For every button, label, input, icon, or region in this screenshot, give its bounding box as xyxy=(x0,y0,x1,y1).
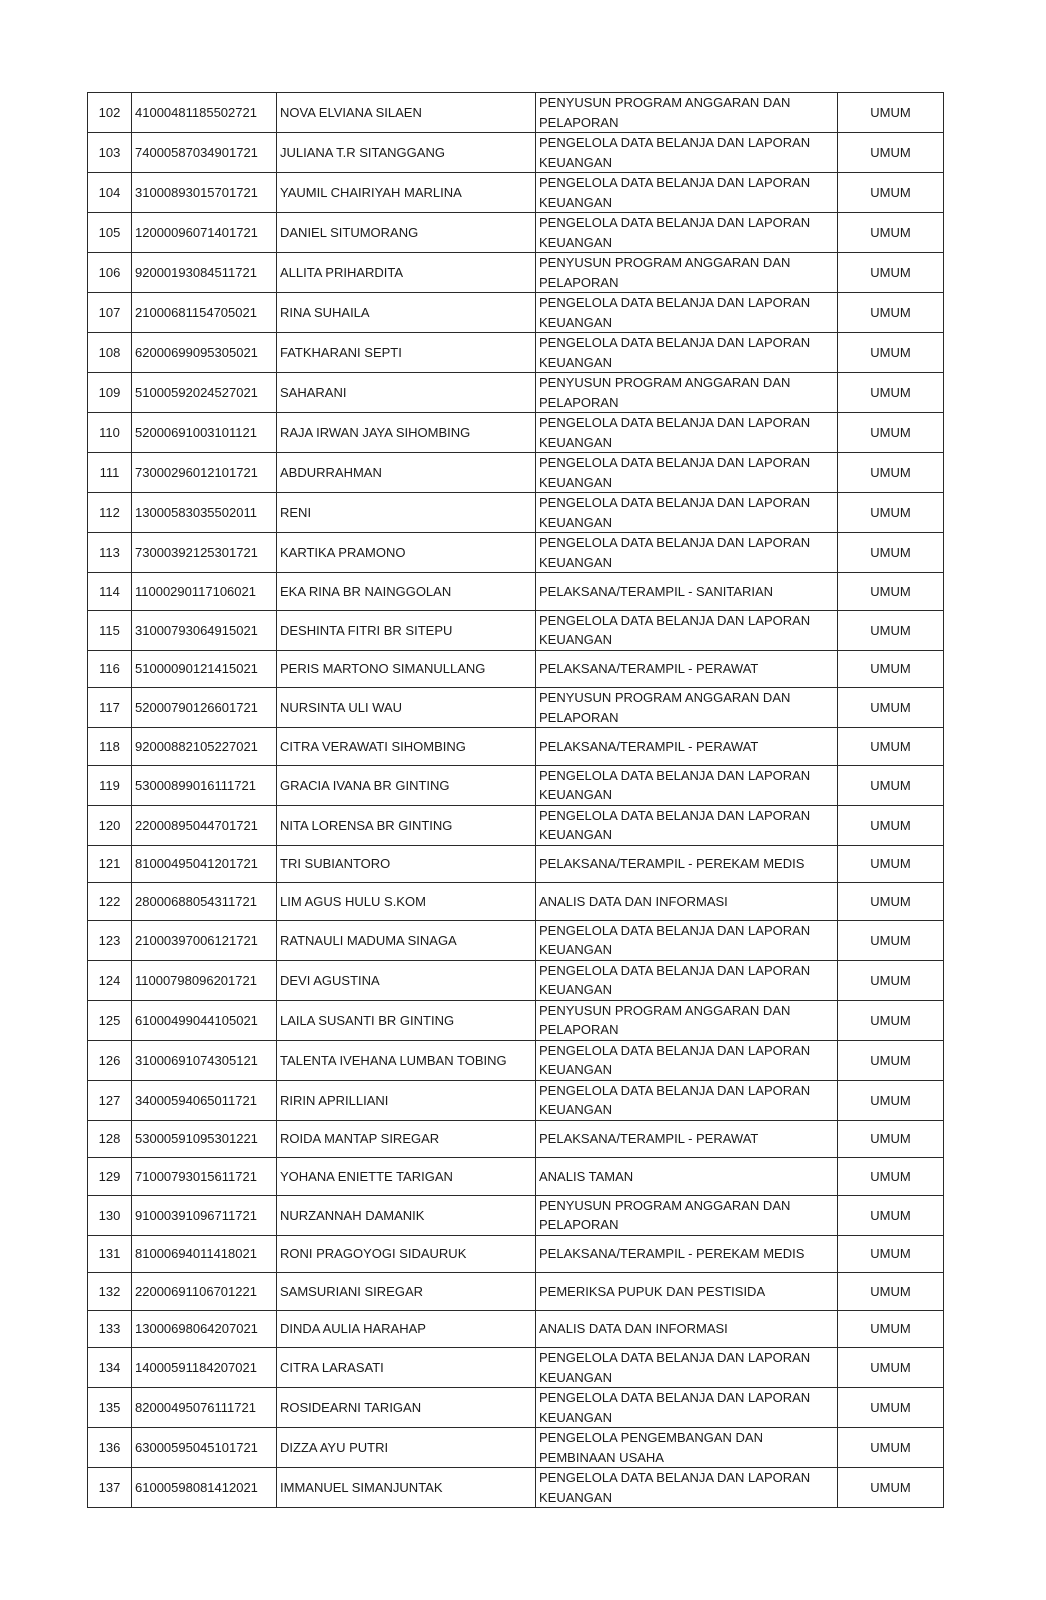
participant-name: NOVA ELVIANA SILAEN xyxy=(277,93,536,133)
registration-number: 52000691003101121 xyxy=(132,413,277,453)
participant-name: YAUMIL CHAIRIYAH MARLINA xyxy=(277,173,536,213)
row-number: 133 xyxy=(88,1310,132,1348)
position-title: PENGELOLA DATA BELANJA DAN LAPORAN KEUANGAN xyxy=(536,493,838,533)
table-row xyxy=(88,1273,944,1311)
participant-name: RIRIN APRILLIANI xyxy=(277,1080,536,1120)
row-number: 127 xyxy=(88,1080,132,1120)
position-title: PELAKSANA/TERAMPIL - PERAWAT xyxy=(536,650,838,688)
participant-name: LAILA SUSANTI BR GINTING xyxy=(277,1000,536,1040)
participant-name: EKA RINA BR NAINGGOLAN xyxy=(277,573,536,611)
participant-name: LIM AGUS HULU S.KOM xyxy=(277,883,536,921)
participant-name: TRI SUBIANTORO xyxy=(277,845,536,883)
registration-number: 11000290117106021 xyxy=(132,573,277,611)
category-label: UMUM xyxy=(838,1348,944,1388)
row-number: 102 xyxy=(88,93,132,133)
category-label: UMUM xyxy=(838,133,944,173)
row-number: 129 xyxy=(88,1158,132,1196)
table-row xyxy=(88,1158,944,1196)
participant-name: PERIS MARTONO SIMANULLANG xyxy=(277,650,536,688)
category-label: UMUM xyxy=(838,1120,944,1158)
table-row xyxy=(88,765,944,805)
registration-number: 21000397006121721 xyxy=(132,920,277,960)
category-label: UMUM xyxy=(838,805,944,845)
row-number: 125 xyxy=(88,1000,132,1040)
row-number: 119 xyxy=(88,765,132,805)
row-number: 121 xyxy=(88,845,132,883)
registration-number: 51000090121415021 xyxy=(132,650,277,688)
participant-name: RONI PRAGOYOGI SIDAURUK xyxy=(277,1235,536,1273)
participant-name: FATKHARANI SEPTI xyxy=(277,333,536,373)
category-label: UMUM xyxy=(838,173,944,213)
position-title: PENGELOLA DATA BELANJA DAN LAPORAN KEUANGAN xyxy=(536,213,838,253)
row-number: 112 xyxy=(88,493,132,533)
participant-name: CITRA LARASATI xyxy=(277,1348,536,1388)
table-row xyxy=(88,650,944,688)
category-label: UMUM xyxy=(838,493,944,533)
row-number: 122 xyxy=(88,883,132,921)
registration-number: 73000296012101721 xyxy=(132,453,277,493)
participant-name: GRACIA IVANA BR GINTING xyxy=(277,765,536,805)
table-body xyxy=(88,93,944,1508)
table-row xyxy=(88,373,944,413)
table-row xyxy=(88,1468,944,1508)
category-label: UMUM xyxy=(838,1235,944,1273)
category-label: UMUM xyxy=(838,93,944,133)
participant-table xyxy=(87,92,944,1508)
table-row xyxy=(88,883,944,921)
position-title: PENGELOLA DATA BELANJA DAN LAPORAN KEUANGAN xyxy=(536,333,838,373)
category-label: UMUM xyxy=(838,253,944,293)
position-title: PENYUSUN PROGRAM ANGGARAN DAN PELAPORAN xyxy=(536,1195,838,1235)
position-title: PENGELOLA DATA BELANJA DAN LAPORAN KEUANGAN xyxy=(536,1080,838,1120)
table-row xyxy=(88,333,944,373)
registration-number: 81000495041201721 xyxy=(132,845,277,883)
participant-name: RATNAULI MADUMA SINAGA xyxy=(277,920,536,960)
registration-number: 52000790126601721 xyxy=(132,688,277,728)
participant-name: JULIANA T.R SITANGGANG xyxy=(277,133,536,173)
table-row xyxy=(88,573,944,611)
row-number: 134 xyxy=(88,1348,132,1388)
category-label: UMUM xyxy=(838,1273,944,1311)
table-row xyxy=(88,1080,944,1120)
table-row xyxy=(88,960,944,1000)
category-label: UMUM xyxy=(838,1000,944,1040)
row-number: 106 xyxy=(88,253,132,293)
position-title: PENGELOLA DATA BELANJA DAN LAPORAN KEUANGAN xyxy=(536,1040,838,1080)
table-row xyxy=(88,728,944,766)
category-label: UMUM xyxy=(838,573,944,611)
row-number: 131 xyxy=(88,1235,132,1273)
category-label: UMUM xyxy=(838,883,944,921)
row-number: 136 xyxy=(88,1428,132,1468)
registration-number: 13000583035502011 xyxy=(132,493,277,533)
row-number: 120 xyxy=(88,805,132,845)
participant-name: TALENTA IVEHANA LUMBAN TOBING xyxy=(277,1040,536,1080)
category-label: UMUM xyxy=(838,1158,944,1196)
position-title: PENGELOLA DATA BELANJA DAN LAPORAN KEUANGAN xyxy=(536,533,838,573)
row-number: 103 xyxy=(88,133,132,173)
registration-number: 62000699095305021 xyxy=(132,333,277,373)
category-label: UMUM xyxy=(838,413,944,453)
registration-number: 14000591184207021 xyxy=(132,1348,277,1388)
position-title: PENGELOLA DATA BELANJA DAN LAPORAN KEUANGAN xyxy=(536,173,838,213)
table-row xyxy=(88,1428,944,1468)
table-row xyxy=(88,610,944,650)
registration-number: 61000598081412021 xyxy=(132,1468,277,1508)
participant-name: ROSIDEARNI TARIGAN xyxy=(277,1388,536,1428)
row-number: 132 xyxy=(88,1273,132,1311)
position-title: PENGELOLA DATA BELANJA DAN LAPORAN KEUANGAN xyxy=(536,453,838,493)
participant-name: ROIDA MANTAP SIREGAR xyxy=(277,1120,536,1158)
participant-name: SAMSURIANI SIREGAR xyxy=(277,1273,536,1311)
table-row xyxy=(88,845,944,883)
table-row xyxy=(88,1348,944,1388)
registration-number: 74000587034901721 xyxy=(132,133,277,173)
position-title: PENYUSUN PROGRAM ANGGARAN DAN PELAPORAN xyxy=(536,373,838,413)
participant-name: ALLITA PRIHARDITA xyxy=(277,253,536,293)
position-title: PENGELOLA DATA BELANJA DAN LAPORAN KEUANGAN xyxy=(536,765,838,805)
participant-name: DANIEL SITUMORANG xyxy=(277,213,536,253)
position-title: PENGELOLA DATA BELANJA DAN LAPORAN KEUANGAN xyxy=(536,960,838,1000)
registration-number: 41000481185502721 xyxy=(132,93,277,133)
participant-name: DIZZA AYU PUTRI xyxy=(277,1428,536,1468)
registration-number: 92000193084511721 xyxy=(132,253,277,293)
row-number: 113 xyxy=(88,533,132,573)
category-label: UMUM xyxy=(838,213,944,253)
table-row xyxy=(88,1120,944,1158)
registration-number: 34000594065011721 xyxy=(132,1080,277,1120)
category-label: UMUM xyxy=(838,1195,944,1235)
registration-number: 53000591095301221 xyxy=(132,1120,277,1158)
registration-number: 13000698064207021 xyxy=(132,1310,277,1348)
table-row xyxy=(88,213,944,253)
category-label: UMUM xyxy=(838,293,944,333)
position-title: PENYUSUN PROGRAM ANGGARAN DAN PELAPORAN xyxy=(536,1000,838,1040)
category-label: UMUM xyxy=(838,688,944,728)
table-row xyxy=(88,453,944,493)
table-row xyxy=(88,293,944,333)
participant-name: ABDURRAHMAN xyxy=(277,453,536,493)
registration-number: 12000096071401721 xyxy=(132,213,277,253)
category-label: UMUM xyxy=(838,650,944,688)
table-row xyxy=(88,133,944,173)
registration-number: 22000691106701221 xyxy=(132,1273,277,1311)
category-label: UMUM xyxy=(838,1468,944,1508)
position-title: PENGELOLA DATA BELANJA DAN LAPORAN KEUANGAN xyxy=(536,293,838,333)
position-title: PENGELOLA DATA BELANJA DAN LAPORAN KEUANGAN xyxy=(536,133,838,173)
participant-name: IMMANUEL SIMANJUNTAK xyxy=(277,1468,536,1508)
table-row xyxy=(88,1235,944,1273)
position-title: PENGELOLA PENGEMBANGAN DAN PEMBINAAN USAHA xyxy=(536,1428,838,1468)
registration-number: 51000592024527021 xyxy=(132,373,277,413)
participant-name: NITA LORENSA BR GINTING xyxy=(277,805,536,845)
participant-name: RINA SUHAILA xyxy=(277,293,536,333)
category-label: UMUM xyxy=(838,533,944,573)
registration-number: 63000595045101721 xyxy=(132,1428,277,1468)
position-title: PENYUSUN PROGRAM ANGGARAN DAN PELAPORAN xyxy=(536,93,838,133)
registration-number: 22000895044701721 xyxy=(132,805,277,845)
position-title: PEMERIKSA PUPUK DAN PESTISIDA xyxy=(536,1273,838,1311)
row-number: 107 xyxy=(88,293,132,333)
row-number: 114 xyxy=(88,573,132,611)
position-title: PENGELOLA DATA BELANJA DAN LAPORAN KEUANGAN xyxy=(536,920,838,960)
participant-name: KARTIKA PRAMONO xyxy=(277,533,536,573)
registration-number: 53000899016111721 xyxy=(132,765,277,805)
category-label: UMUM xyxy=(838,373,944,413)
position-title: PELAKSANA/TERAMPIL - PEREKAM MEDIS xyxy=(536,1235,838,1273)
registration-number: 73000392125301721 xyxy=(132,533,277,573)
table-row xyxy=(88,688,944,728)
registration-number: 81000694011418021 xyxy=(132,1235,277,1273)
table-row xyxy=(88,1388,944,1428)
table-row xyxy=(88,1195,944,1235)
row-number: 124 xyxy=(88,960,132,1000)
row-number: 115 xyxy=(88,610,132,650)
category-label: UMUM xyxy=(838,1388,944,1428)
table-row xyxy=(88,173,944,213)
position-title: PENGELOLA DATA BELANJA DAN LAPORAN KEUANGAN xyxy=(536,1468,838,1508)
row-number: 137 xyxy=(88,1468,132,1508)
registration-number: 71000793015611721 xyxy=(132,1158,277,1196)
table-row xyxy=(88,1310,944,1348)
participant-name: NURSINTA ULI WAU xyxy=(277,688,536,728)
table-row xyxy=(88,533,944,573)
table-row xyxy=(88,1000,944,1040)
row-number: 116 xyxy=(88,650,132,688)
table-row xyxy=(88,805,944,845)
position-title: PENGELOLA DATA BELANJA DAN LAPORAN KEUANGAN xyxy=(536,1388,838,1428)
position-title: ANALIS TAMAN xyxy=(536,1158,838,1196)
category-label: UMUM xyxy=(838,1428,944,1468)
table-row xyxy=(88,93,944,133)
registration-number: 11000798096201721 xyxy=(132,960,277,1000)
table-row xyxy=(88,413,944,453)
row-number: 108 xyxy=(88,333,132,373)
category-label: UMUM xyxy=(838,845,944,883)
row-number: 105 xyxy=(88,213,132,253)
row-number: 109 xyxy=(88,373,132,413)
participant-name: RAJA IRWAN JAYA SIHOMBING xyxy=(277,413,536,453)
registration-number: 28000688054311721 xyxy=(132,883,277,921)
table-row xyxy=(88,493,944,533)
position-title: PELAKSANA/TERAMPIL - PEREKAM MEDIS xyxy=(536,845,838,883)
position-title: PELAKSANA/TERAMPIL - SANITARIAN xyxy=(536,573,838,611)
row-number: 104 xyxy=(88,173,132,213)
registration-number: 91000391096711721 xyxy=(132,1195,277,1235)
position-title: ANALIS DATA DAN INFORMASI xyxy=(536,883,838,921)
row-number: 123 xyxy=(88,920,132,960)
position-title: PENGELOLA DATA BELANJA DAN LAPORAN KEUANGAN xyxy=(536,610,838,650)
participant-name: CITRA VERAWATI SIHOMBING xyxy=(277,728,536,766)
table-row xyxy=(88,253,944,293)
participant-name: SAHARANI xyxy=(277,373,536,413)
participant-name: DESHINTA FITRI BR SITEPU xyxy=(277,610,536,650)
category-label: UMUM xyxy=(838,610,944,650)
registration-number: 31000893015701721 xyxy=(132,173,277,213)
row-number: 111 xyxy=(88,453,132,493)
category-label: UMUM xyxy=(838,453,944,493)
participant-name: NURZANNAH DAMANIK xyxy=(277,1195,536,1235)
row-number: 126 xyxy=(88,1040,132,1080)
position-title: PENGELOLA DATA BELANJA DAN LAPORAN KEUANGAN xyxy=(536,805,838,845)
registration-number: 31000691074305121 xyxy=(132,1040,277,1080)
category-label: UMUM xyxy=(838,333,944,373)
row-number: 117 xyxy=(88,688,132,728)
participant-name: RENI xyxy=(277,493,536,533)
row-number: 135 xyxy=(88,1388,132,1428)
registration-number: 92000882105227021 xyxy=(132,728,277,766)
participant-name: YOHANA ENIETTE TARIGAN xyxy=(277,1158,536,1196)
position-title: PELAKSANA/TERAMPIL - PERAWAT xyxy=(536,1120,838,1158)
category-label: UMUM xyxy=(838,1040,944,1080)
row-number: 118 xyxy=(88,728,132,766)
position-title: PENYUSUN PROGRAM ANGGARAN DAN PELAPORAN xyxy=(536,253,838,293)
position-title: PELAKSANA/TERAMPIL - PERAWAT xyxy=(536,728,838,766)
category-label: UMUM xyxy=(838,1310,944,1348)
row-number: 130 xyxy=(88,1195,132,1235)
category-label: UMUM xyxy=(838,960,944,1000)
participant-name: DEVI AGUSTINA xyxy=(277,960,536,1000)
category-label: UMUM xyxy=(838,1080,944,1120)
category-label: UMUM xyxy=(838,765,944,805)
position-title: PENGELOLA DATA BELANJA DAN LAPORAN KEUANGAN xyxy=(536,413,838,453)
registration-number: 82000495076111721 xyxy=(132,1388,277,1428)
position-title: PENGELOLA DATA BELANJA DAN LAPORAN KEUANGAN xyxy=(536,1348,838,1388)
registration-number: 31000793064915021 xyxy=(132,610,277,650)
table-row xyxy=(88,920,944,960)
registration-number: 61000499044105021 xyxy=(132,1000,277,1040)
position-title: ANALIS DATA DAN INFORMASI xyxy=(536,1310,838,1348)
category-label: UMUM xyxy=(838,920,944,960)
row-number: 110 xyxy=(88,413,132,453)
table-row xyxy=(88,1040,944,1080)
participant-name: DINDA AULIA HARAHAP xyxy=(277,1310,536,1348)
registration-number: 21000681154705021 xyxy=(132,293,277,333)
position-title: PENYUSUN PROGRAM ANGGARAN DAN PELAPORAN xyxy=(536,688,838,728)
category-label: UMUM xyxy=(838,728,944,766)
row-number: 128 xyxy=(88,1120,132,1158)
